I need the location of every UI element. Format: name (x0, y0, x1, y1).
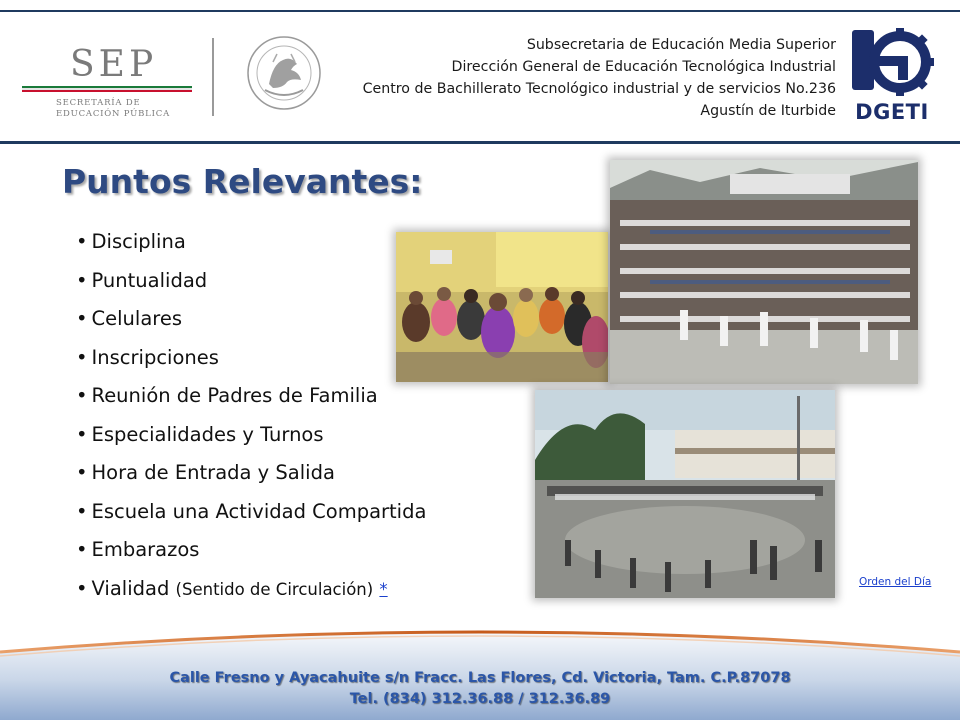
sep-logo-line-1: SECRETARÍA DE (56, 98, 141, 108)
list-item-text: Hora de Entrada y Salida (91, 461, 335, 484)
relevant-points-list (76, 223, 426, 609)
footer-contact (0, 668, 960, 710)
page-title: Puntos Relevantes: (62, 162, 423, 201)
header (0, 0, 960, 145)
list-item-note: (Sentido de Circulación) (175, 579, 374, 599)
list-item (76, 300, 426, 339)
sep-logo (22, 44, 192, 128)
sep-logo-word: SEP (70, 44, 158, 85)
institution-line: Dirección General de Educación Tecnológica Industrial (451, 59, 836, 75)
header-top-rule (0, 10, 960, 12)
mexican-seal-icon (243, 34, 325, 112)
list-item-text: Celulares (91, 307, 183, 330)
list-item (76, 377, 426, 416)
dgeti-logo (848, 26, 936, 128)
vialidad-link[interactable]: * (379, 579, 388, 599)
list-item (76, 454, 426, 493)
footer-phone: Tel. (834) 312.36.88 / 312.36.89 (349, 691, 611, 707)
list-item-text: Disciplina (91, 230, 186, 253)
list-item (76, 339, 426, 378)
list-item-text: Escuela una Actividad Compartida (91, 499, 427, 523)
header-bottom-rule (0, 141, 960, 144)
institution-info (363, 34, 836, 122)
list-item (76, 223, 426, 262)
header-divider (212, 38, 214, 116)
institution-line: Agustín de Iturbide (700, 103, 836, 119)
institution-line: Subsecretaria de Educación Media Superior (526, 37, 836, 53)
list-item (76, 493, 426, 532)
evening-assembly-photo (535, 390, 835, 598)
list-item-text: Embarazos (91, 538, 200, 561)
sep-logo-line-2: EDUCACIÓN PÚBLICA (56, 109, 171, 119)
schoolyard-assembly-photo (610, 160, 918, 384)
list-item-text: Inscripciones (91, 345, 219, 369)
list-item (76, 570, 426, 610)
list-item-text: Puntualidad (91, 268, 208, 292)
sep-logo-stripes (22, 86, 192, 92)
list-item-text: Especialidades y Turnos (91, 422, 324, 446)
footer (0, 612, 960, 720)
dgeti-logo-word: DGETI (855, 100, 929, 124)
list-item (76, 262, 426, 301)
list-item-text: Reunión de Padres de Familia (91, 384, 378, 407)
classroom-parents-photo (396, 232, 608, 382)
institution-line: Centro de Bachillerato Tecnológico industrial y de servicios No.236 (362, 81, 836, 97)
footer-address: Calle Fresno y Ayacahuite s/n Fracc. Las Flores, Cd. Victoria, Tam. C.P.87078 (169, 670, 791, 686)
list-item (76, 416, 426, 455)
list-item (76, 531, 426, 570)
list-item-text: Vialidad (91, 576, 170, 600)
dgeti-gear-icon (848, 26, 936, 100)
orden-del-dia-link[interactable]: Orden del Día (859, 576, 932, 588)
